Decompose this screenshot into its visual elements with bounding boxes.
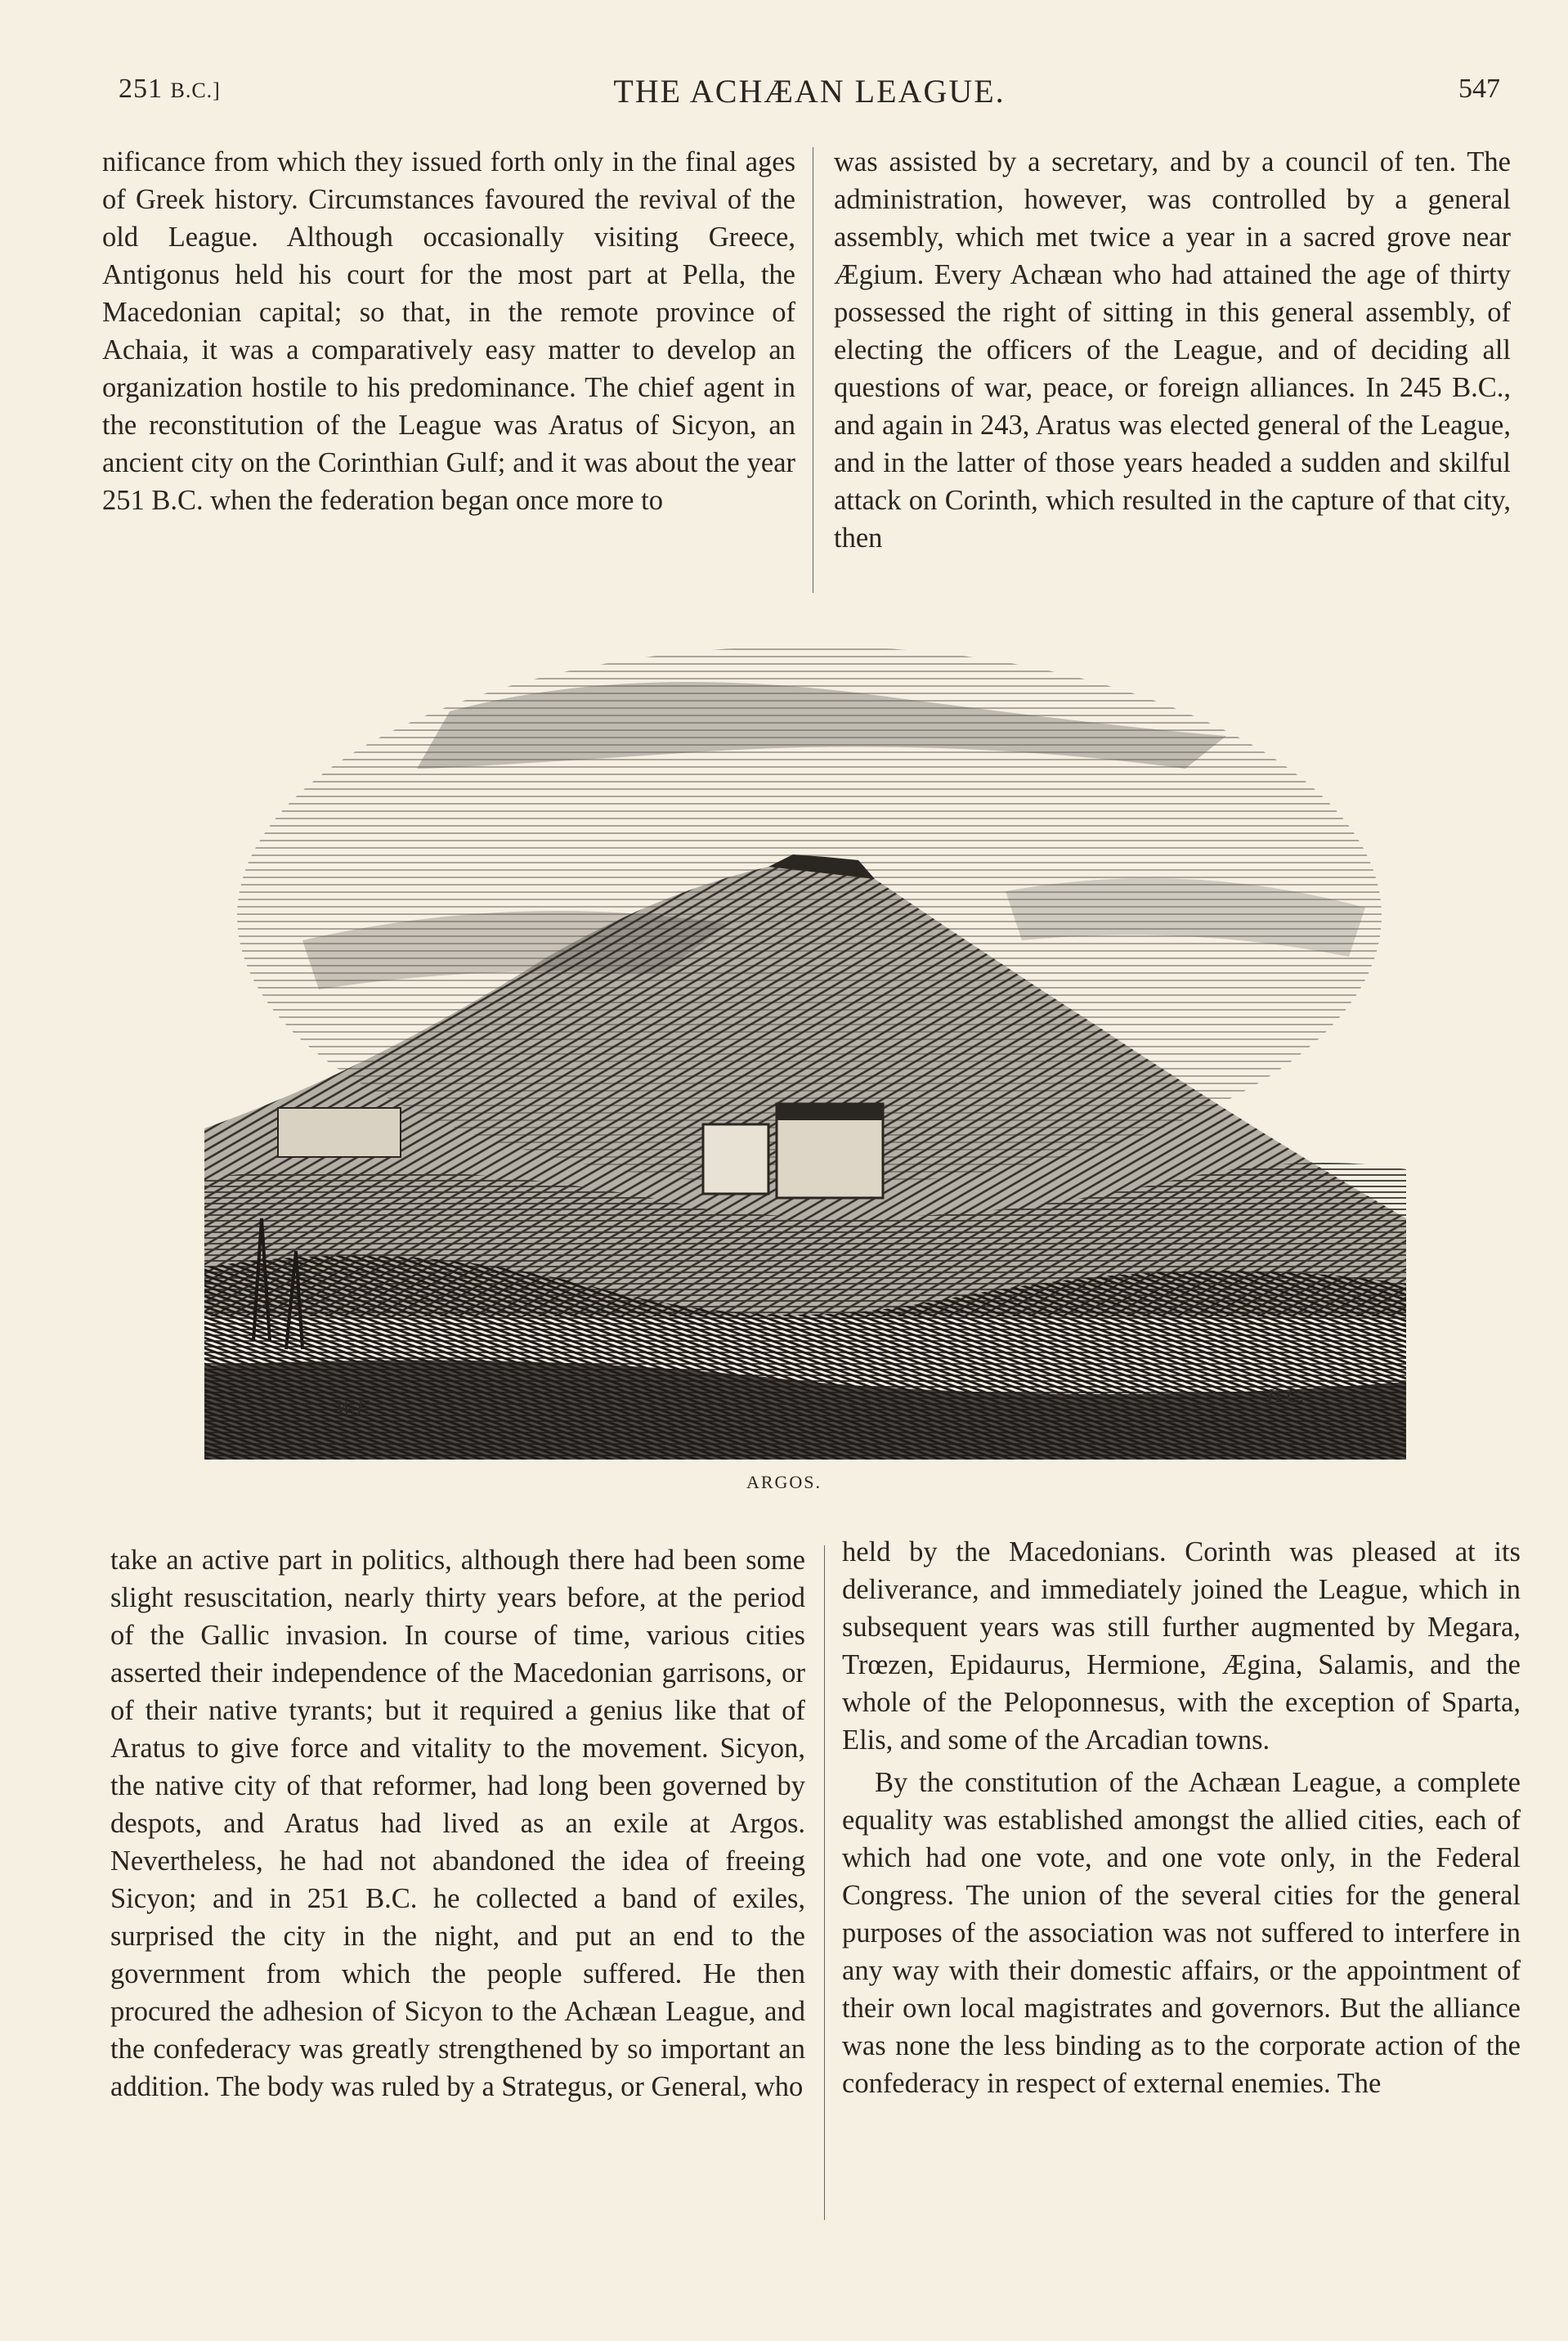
running-header — [119, 65, 1500, 114]
top-left-column — [102, 143, 795, 601]
page-number: 547 — [1458, 74, 1500, 104]
bottom-right-paragraph-2: By the constitution of the Achæan League, a complete equality was established amongst the allied cities, each of which had one vote, and one vote only, in the Federal Congress. The union of the several cities for the general purposes of the association was not suffered to interfere in any way with their domestic affairs, or the appointment of their own local magistrates and governors. But the alliance was none the less binding as to the corporate action of the confederacy in respect of external enemies. The — [842, 1767, 1521, 2099]
engraver-mark-left: W.F. — [335, 1396, 372, 1419]
engraver-mark-right: H.C. — [1267, 1386, 1305, 1407]
bottom-right-column — [842, 1533, 1521, 2269]
bottom-right-paragraph-1: held by the Macedonians. Corinth was pleased at its deliverance, and immediately joined the League, which in subsequent years was still further augmented by Megara, Trœzen, Epidaurus, Hermione, Ægina, Salamis, and the whole of the Peloponnesus, with the exception of Sparta, Elis, and some of the Arcadian towns. — [842, 1536, 1521, 1756]
figure-caption: ARGOS. — [746, 1472, 822, 1492]
argos-engraving — [204, 646, 1414, 1460]
top-left-paragraph: nificance from which they issued forth only in the final ages of Greek history. Circumstances favoured the revival of the old League. Although occasionally visiting Greece, Antigonus held his court for the most part at Pella, the Macedonian capital; so that, in the remote province of Achaia, it was a comparatively easy matter to develop an organization hostile to his predominance. The chief agent in the reconstitution of the League was Aratus of Sicyon, an ancient city on the Corinthian Gulf; and it was about the year 251 B.C. when the federation began once more to — [102, 146, 795, 516]
top-right-paragraph: was assisted by a secretary, and by a council of ten. The administration, however, was controlled by a general assembly, which met twice a year in a sacred grove near Ægium. Every Achæan who had attained the age of thirty possessed the right of sitting in this general assembly, of electing the officers of the League, and of deciding all questions of war, peace, or foreign alliances. In 245 B.C., and again in 243, Aratus was elected general of the League, and in the latter of those years headed a sudden and skilful attack on Corinth, which resulted in the capture of that city, then — [834, 146, 1511, 554]
column-divider-bottom — [824, 1545, 825, 2220]
top-right-column — [834, 143, 1511, 601]
header-year-era: B.C.] — [170, 78, 221, 102]
header-title: THE ACHÆAN LEAGUE. — [613, 73, 1006, 110]
bottom-left-column — [110, 1541, 805, 2261]
header-year-number: 251 — [119, 74, 163, 104]
bottom-left-paragraph: take an active part in politics, although there had been some slight resuscitation, nearly thirty years before, at the period of the Gallic invasion. In course of time, various cities asserted their independence of the Macedonian garrisons, or of their native tyrants; but it required a genius like that of Aratus to give force and vitality to the movement. Sicyon, the native city of that reformer, had long been governed by despots, and Aratus had lived as an exile at Argos. Nevertheless, he had not abandoned the idea of freeing Sicyon; and in 251 B.C. he collected a band of exiles, surprised the city in the night, and put an end to the government from which the people suffered. He then procured the adhesion of Sicyon to the Achæan League, and the confederacy was greatly strengthened by so important an addition. The body was ruled by a Strategus, or General, who — [110, 1545, 805, 2102]
